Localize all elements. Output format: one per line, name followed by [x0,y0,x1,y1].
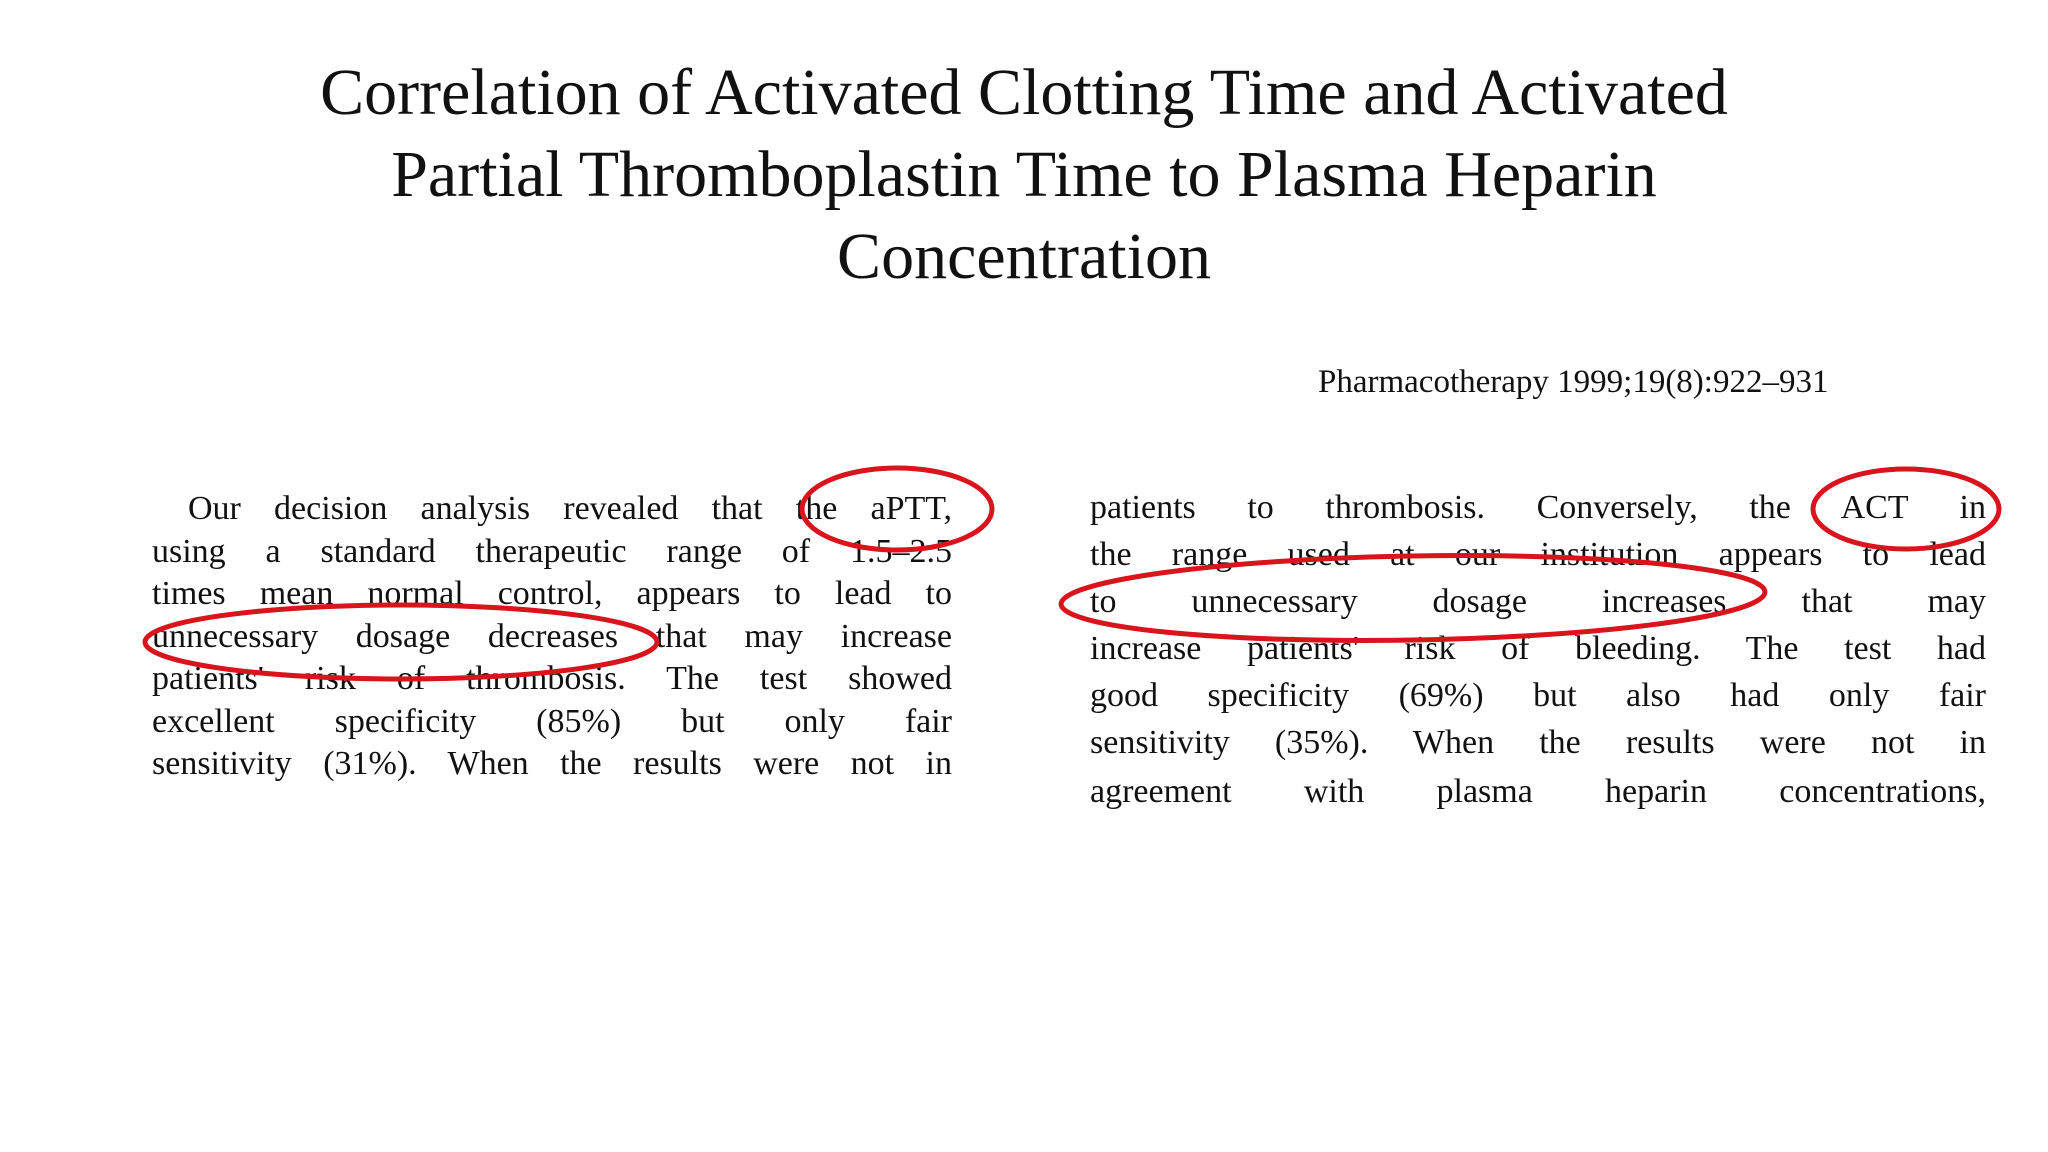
right-line: good specificity (69%) but also had only fair [1090,677,1986,714]
left-line: unnecessary dosage decreases that may increase [152,617,952,655]
left-line: excellent specificity (85%) but only fair [152,702,952,740]
left-line: Our decision analysis revealed that the aPTT, [188,490,952,527]
title-line-2: Partial Thromboplastin Time to Plasma Heparin [391,138,1657,211]
title-line-3: Concentration [837,220,1211,293]
right-line-truncated: agreement with plasma heparin concentrations, [1090,773,1986,810]
left-line: patients' risk of thrombosis. The test showed [152,660,952,697]
right-line: patients to thrombosis. Conversely, the ACT in [1090,489,1986,526]
title-line-1: Correlation of Activated Clotting Time and Activated [320,56,1728,129]
left-line: using a standard therapeutic range of 1.5–2.5 [152,532,952,570]
left-line: sensitivity (31%). When the results were not in [152,745,952,782]
paper-title [0,52,2048,298]
right-text-column [1090,484,1986,810]
left-line: times mean normal control, appears to lead to [152,575,952,612]
journal-citation: Pharmacotherapy 1999;19(8):922–931 [1318,364,1829,400]
left-text-column [152,488,952,788]
right-line: to unnecessary dosage increases that may [1090,583,1986,620]
right-line: sensitivity (35%). When the results were not in [1090,724,1986,761]
right-line: increase patients' risk of bleeding. The test had [1090,630,1986,667]
right-line: the range used at our institution appears to lead [1090,536,1986,573]
